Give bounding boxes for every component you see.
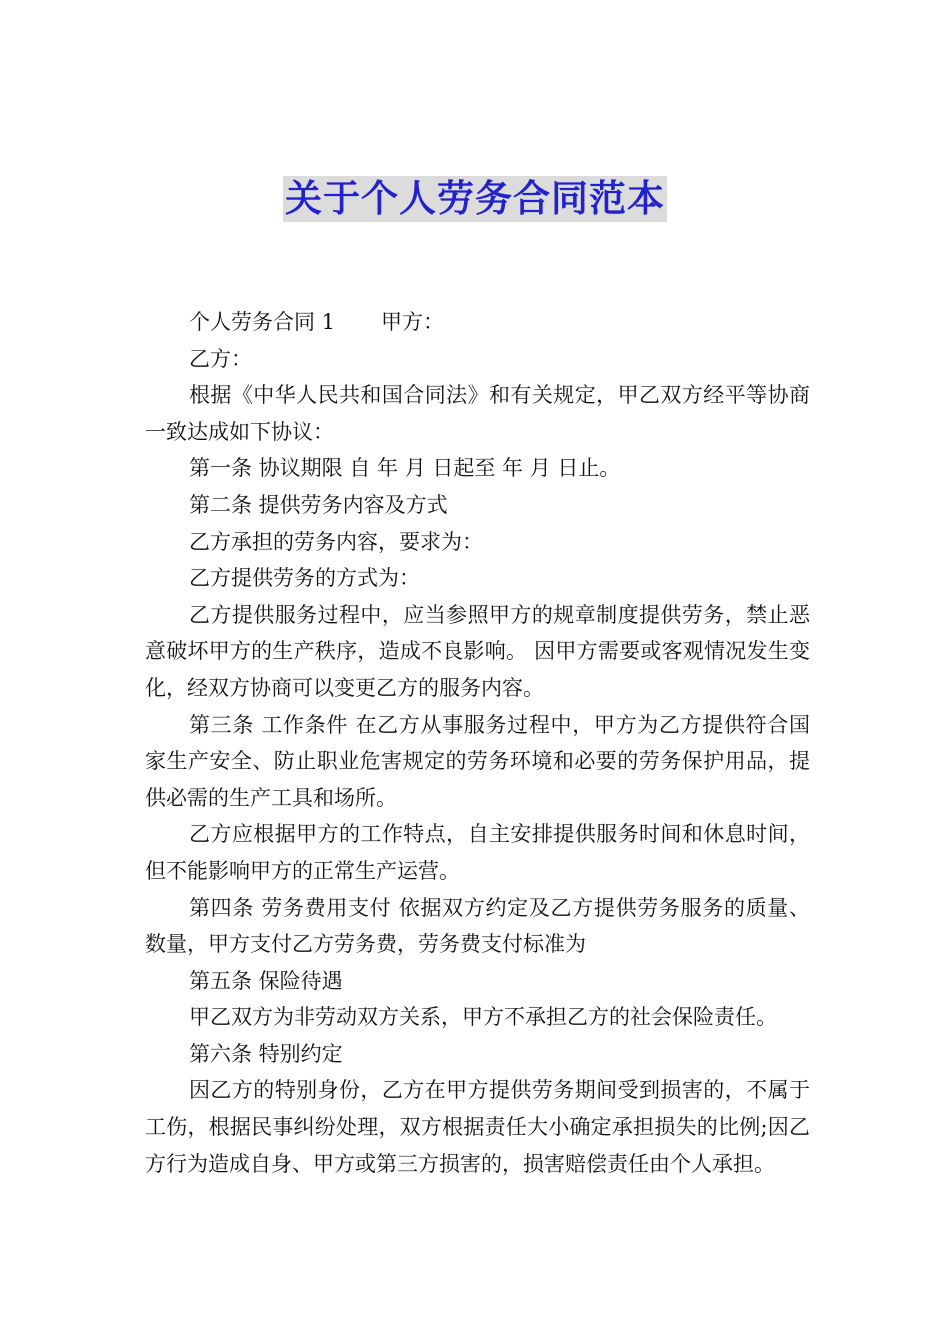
paragraph: 乙方： [189, 346, 252, 371]
paragraph: 甲乙双方为非劳动双方关系，甲方不承担乙方的社会保险责任。 [189, 1005, 777, 1030]
paragraph: 第六条 特别约定 [189, 1041, 343, 1066]
paragraph-first-line [145, 304, 810, 341]
document-body [145, 304, 810, 1182]
paragraph: 乙方承担的劳务内容，要求为： [189, 529, 483, 554]
paragraph: 因乙方的特别身份，乙方在甲方提供劳务期间受到损害的，不属于工伤，根据民事纠纷处理，双方根据责任大小确定承担损失的比例;因乙方行为造成自身、甲方或第三方损害的，损害赔偿责任由个人承担。 [145, 1078, 810, 1176]
party-a-label: 甲方： [381, 310, 445, 334]
paragraph: 第三条 工作条件 在乙方从事服务过程中，甲方为乙方提供符合国家生产安全、防止职业危害规定的劳务环境和必要的劳务保护用品，提供必需的生产工具和场所。 [145, 712, 810, 810]
paragraph: 乙方提供服务过程中，应当参照甲方的规章制度提供劳务，禁止恶意破坏甲方的生产秩序，造成不良影响。 因甲方需要或客观情况发生变化，经双方协商可以变更乙方的服务内容。 [145, 602, 810, 700]
paragraph: 第四条 劳务费用支付 依据双方约定及乙方提供劳务服务的质量、数量，甲方支付乙方劳务费，劳务费支付标准为 [145, 895, 810, 957]
document-title: 关于个人劳务合同范本 [285, 177, 665, 220]
paragraph: 第五条 保险待遇 [189, 968, 343, 993]
paragraph: 根据《中华人民共和国合同法》和有关规定，甲乙双方经平等协商一致达成如下协议： [145, 383, 810, 444]
contract-heading: 个人劳务合同 1 [189, 310, 336, 334]
paragraph: 乙方提供劳务的方式为： [189, 566, 420, 591]
paragraph: 乙方应根据甲方的工作特点，自主安排提供服务时间和休息时间，但不能影响甲方的正常生产运营。 [145, 822, 810, 883]
title-container [0, 176, 950, 222]
paragraph: 第二条 提供劳务内容及方式 [189, 492, 448, 517]
paragraph: 第一条 协议期限 自 年 月 日起至 年 月 日止。 [189, 456, 621, 481]
